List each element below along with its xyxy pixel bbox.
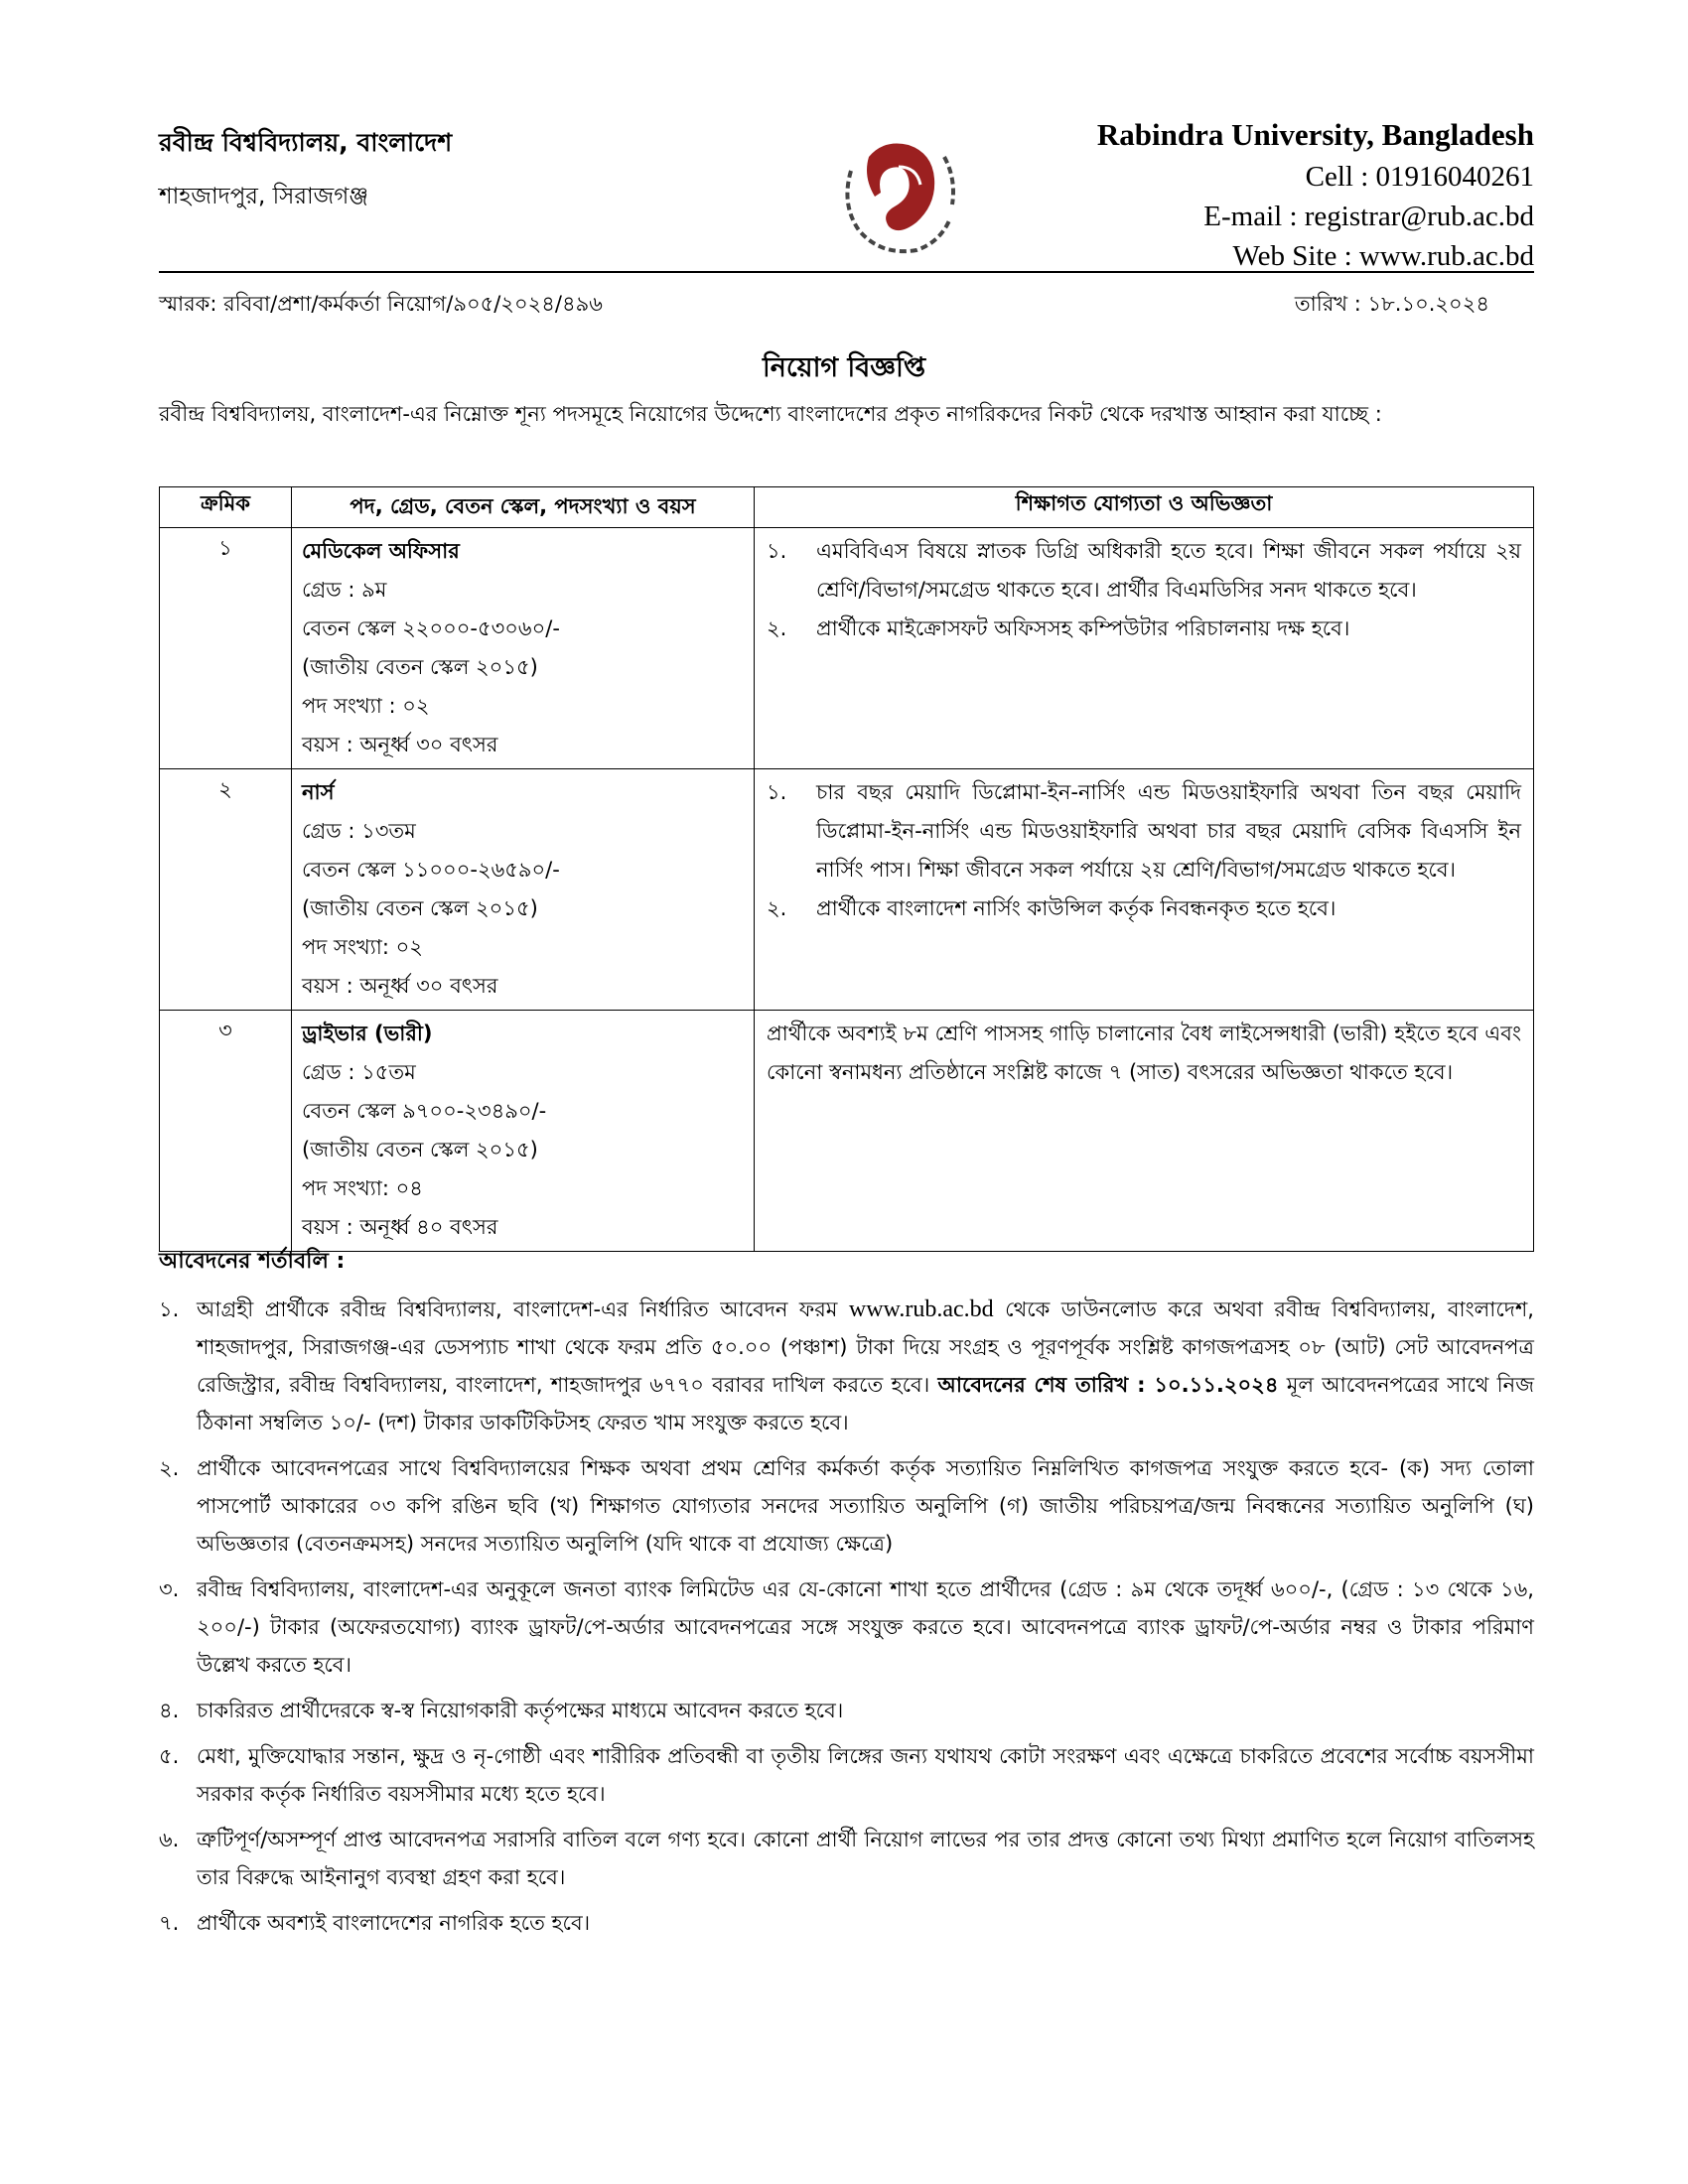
table-row [160,769,1534,1011]
column-header-serial: ক্রমিক [160,487,292,528]
qualification-text: চার বছর মেয়াদি ডিপ্লোমা-ইন-নার্সিং এন্ড মিডওয়াইফারি অথবা তিন বছর মেয়াদি ডিপ্লোমা-ইন-নার্সিং এন্ড মিডওয়াইফারি অথবা চার বছর মেয়াদি বেসিক বিএসসি ইন নার্সিং পাস। শিক্ষা জীবনে সকল পর্যায়ে ২য় শ্রেণি/বিভাগ/সমগ্রেড থাকতে হবে। [816,780,1521,882]
post-age-limit: বয়স : অনূর্ধ্ব ৩০ বৎসর [302,974,498,998]
condition-number: ৫. [159,1744,180,1768]
qualification-cell [755,528,1534,769]
post-cell [292,528,755,769]
qualification-item [767,889,1521,928]
post-count: পদ সংখ্যা : ০২ [302,694,430,718]
condition-number: ৩. [159,1577,180,1601]
reference-row [159,288,1489,323]
post-age-limit: বয়স : অনূর্ধ্ব ৪০ বৎসর [302,1215,498,1239]
application-deadline: আবেদনের শেষ তারিখ : ১০.১১.২০২৪ [937,1373,1279,1397]
conditions-heading: আবেদনের শর্তাবলি : [159,1249,346,1274]
serial-cell: ২ [160,769,292,1011]
condition-text-part: থেকে ডাউনলোড করে অথবা রবীন্দ্র বিশ্ববিদ্যালয়, বাংলাদেশ, শাহজাদপুর, সিরাজগঞ্জ-এর ডেসপ্যাচ শাখা থেকে ফরম প্রতি ৫০.০০ (পঞ্চাশ) টাকা দিয়ে সংগ্রহ ও পূরণপূর্বক সংশ্লিষ্ট কাগজপত্রসহ ০৮ (আট) সেট আবেদনপত্র রেজিস্ট্রার, রবীন্দ্র বিশ্ববিদ্যালয়, বাংলাদেশ, শাহজাদপুর ৬৭৭০ বরাবর দাখিল করতে হবে। [197,1297,1534,1397]
condition-text: প্রার্থীকে আবেদনপত্রের সাথে বিশ্ববিদ্যালয়ের শিক্ষক অথবা প্রথম শ্রেণির কর্মকর্তা কর্তৃক সত্যায়িত নিম্নলিখিত কাগজপত্র সংযুক্ত করতে হবে- (ক) সদ্য তোলা পাসপোর্ট আকারের ০৩ কপি রঙিন ছবি (খ) শিক্ষাগত যোগ্যতার সনদের সত্যায়িত অনুলিপি (গ) জাতীয় পরিচয়পত্র/জন্ম নিবন্ধনের সত্যায়িত অনুলিপি (ঘ) অভিজ্ঞতার (বেতনক্রমসহ) সনদের সত্যায়িত অনুলিপি (যদি থাকে বা প্রযোজ্য ক্ষেত্রে) [197,1456,1534,1556]
condition-number: ৬. [159,1828,180,1851]
condition-text-part: মূল আবেদনপত্রের সাথে নিজ ঠিকানা সম্বলিত ১০/- (দশ) টাকার ডাকটিকিটসহ ফেরত খাম সংযুক্ত করতে হবে। [197,1373,1534,1434]
condition-item [159,1737,1534,1813]
website-address: Web Site : www.rub.ac.bd [1232,240,1534,272]
qualification-number: ২. [767,896,787,920]
qualification-item [767,610,1521,648]
application-form-url: www.rub.ac.bd [848,1297,994,1322]
qualification-item [767,532,1521,610]
condition-text: চাকরিরত প্রার্থীদেরকে স্ব-স্ব নিয়োগকারী কর্তৃপক্ষের মাধ্যমে আবেদন করতে হবে। [197,1699,844,1722]
condition-number: ৭. [159,1911,180,1935]
condition-number: ২. [159,1456,180,1480]
qualification-number: ১. [767,780,787,804]
post-pay-scale: বেতন স্কেল ২২০০০-৫৩০৬০/- [302,616,560,640]
condition-text: প্রার্থীকে অবশ্যই বাংলাদেশের নাগরিক হতে হবে। [197,1911,591,1935]
qualification-cell [755,769,1534,1011]
header-divider [159,271,1534,273]
condition-text: মেধা, মুক্তিযোদ্ধার সন্তান, ক্ষুদ্র ও নৃ-গোষ্ঠী এবং শারীরিক প্রতিবন্ধী বা তৃতীয় লিঙ্গের জন্য যথাযথ কোটা সংরক্ষণ এবং এক্ষেত্রে চাকরিতে প্রবেশের সর্বোচ্চ বয়সসীমা সরকার কর্তৃক নির্ধারিত বয়সসীমার মধ্যে হতে হবে। [197,1744,1534,1806]
post-count: পদ সংখ্যা: ০৪ [302,1176,423,1200]
condition-item [159,1821,1534,1896]
qualification-text: প্রার্থীকে অবশ্যই ৮ম শ্রেণি পাসসহ গাড়ি চালানোর বৈধ লাইসেন্সধারী (ভারী) হইতে হবে এবং কোনো স্বনামধন্য প্রতিষ্ঠানে সংশ্লিষ্ট কাজে ৭ (সাত) বৎসরের অভিজ্ঞতা থাকতে হবে। [767,1022,1521,1084]
qualification-text: প্রার্থীকে বাংলাদেশ নার্সিং কাউন্সিল কর্তৃক নিবন্ধনকৃত হতে হবে। [816,896,1336,920]
memo-number: স্মারক: রবিবা/প্রশা/কর্মকর্তা নিয়োগ/৯০৫/২০২৪/৪৯৬ [159,292,603,316]
post-national-scale: (জাতীয় বেতন স্কেল ২০১৫) [302,896,538,920]
qualification-number: ২. [767,616,787,640]
posts-table [159,486,1534,1252]
condition-text-part: আগ্রহী প্রার্থীকে রবীন্দ্র বিশ্ববিদ্যালয়, বাংলাদেশ-এর নির্ধারিত আবেদন ফরম [197,1297,838,1321]
condition-text [197,1291,1534,1441]
address-bn: শাহজাদপুর, সিরাজগঞ্জ [159,184,368,209]
post-grade: গ্রেড : ১৩তম [302,819,416,843]
post-pay-scale: বেতন স্কেল ১১০০০-২৬৫৯০/- [302,858,560,882]
conditions-list [159,1291,1534,1950]
post-cell [292,1011,755,1252]
condition-text: ত্রুটিপূর্ণ/অসম্পূর্ণ প্রাপ্ত আবেদনপত্র সরাসরি বাতিল বলে গণ্য হবে। কোনো প্রার্থী নিয়োগ লাভের পর তার প্রদত্ত কোনো তথ্য মিথ্যা প্রমাণিত হলে নিয়োগ বাতিলসহ তার বিরুদ্ধে আইনানুগ ব্যবস্থা গ্রহণ করা হবে। [197,1828,1534,1889]
qualification-text: প্রার্থীকে মাইক্রোসফট অফিসসহ কম্পিউটার পরিচালনায় দক্ষ হবে। [816,616,1350,640]
post-cell [292,769,755,1011]
condition-item [159,1692,1534,1729]
serial-cell: ৩ [160,1011,292,1252]
column-header-qualification: শিক্ষাগত যোগ্যতা ও অভিজ্ঞতা [755,487,1534,528]
condition-number: ৪. [159,1699,180,1722]
post-grade: গ্রেড : ১৫তম [302,1060,416,1084]
qualification-number: ১. [767,539,787,563]
table-row [160,1011,1534,1252]
column-header-post: পদ, গ্রেড, বেতন স্কেল, পদসংখ্যা ও বয়স [292,487,755,528]
qualification-item [767,773,1521,889]
email-address: E-mail : registrar@rub.ac.bd [1203,201,1534,232]
post-grade: গ্রেড : ৯ম [302,578,387,602]
condition-item [159,1570,1534,1684]
post-title: ড্রাইভার (ভারী) [302,1022,433,1045]
table-row [160,528,1534,769]
notice-title: নিয়োগ বিজ্ঞপ্তি [762,352,926,383]
qualification-text: এমবিবিএস বিষয়ে স্নাতক ডিগ্রি অধিকারী হতে হবে। শিক্ষা জীবনে সকল পর্যায়ে ২য় শ্রেণি/বিভাগ/সমগ্রেড থাকতে হবে। প্রার্থীর বিএমডিসির সনদ থাকতে হবে। [816,539,1521,602]
condition-item [159,1449,1534,1563]
condition-number: ১. [159,1297,180,1321]
condition-text: রবীন্দ্র বিশ্ববিদ্যালয়, বাংলাদেশ-এর অনুকূলে জনতা ব্যাংক লিমিটেড এর যে-কোনো শাখা হতে প্রার্থীদের (গ্রেড : ৯ম থেকে তদূর্ধ্ব ৬০০/-, (গ্রেড : ১৩ থেকে ১৬, ২০০/-) টাকার (অফেরতযোগ্য) ব্যাংক ড্রাফট/পে-অর্ডার আবেদনপত্রের সঙ্গে সংযুক্ত করতে হবে। আবেদনপত্রে ব্যাংক ড্রাফট/পে-অর্ডার নম্বর ও টাকার পরিমাণ উল্লেখ করতে হবে। [197,1577,1534,1677]
letterhead-right [1097,117,1534,276]
post-pay-scale: বেতন স্কেল ৯৭০০-২৩৪৯০/- [302,1099,547,1123]
letterhead [159,117,1534,272]
serial-cell: ১ [160,528,292,769]
intro-paragraph: রবীন্দ্র বিশ্ববিদ্যালয়, বাংলাদেশ-এর নিম্নোক্ত শূন্য পদসমূহে নিয়োগের উদ্দেশ্যে বাংলাদেশের প্রকৃত নাগরিকদের নিকট থেকে দরখাস্ত আহ্বান করা যাচ্ছে : [159,402,1382,426]
qualification-cell [755,1011,1534,1252]
university-name-en: Rabindra University, Bangladesh [1096,117,1534,152]
table-header-row [160,487,1534,528]
university-name-bn: রবীন্দ্র বিশ্ববিদ্যালয়, বাংলাদেশ [159,128,453,157]
cell-number: Cell : 01916040261 [1305,161,1534,193]
post-national-scale: (জাতীয় বেতন স্কেল ২০১৫) [302,1138,538,1161]
condition-item [159,1291,1534,1441]
post-title: মেডিকেল অফিসার [302,539,460,563]
letterhead-left [159,123,452,216]
post-national-scale: (জাতীয় বেতন স্কেল ২০১৫) [302,655,538,679]
post-age-limit: বয়স : অনূর্ধ্ব ৩০ বৎসর [302,733,498,756]
university-logo-icon [829,127,968,266]
post-count: পদ সংখ্যা: ০২ [302,935,423,959]
post-title: নার্স [302,780,335,804]
condition-item [159,1904,1534,1942]
notice-date: তারিখ : ১৮.১০.২০২৪ [1294,292,1489,316]
